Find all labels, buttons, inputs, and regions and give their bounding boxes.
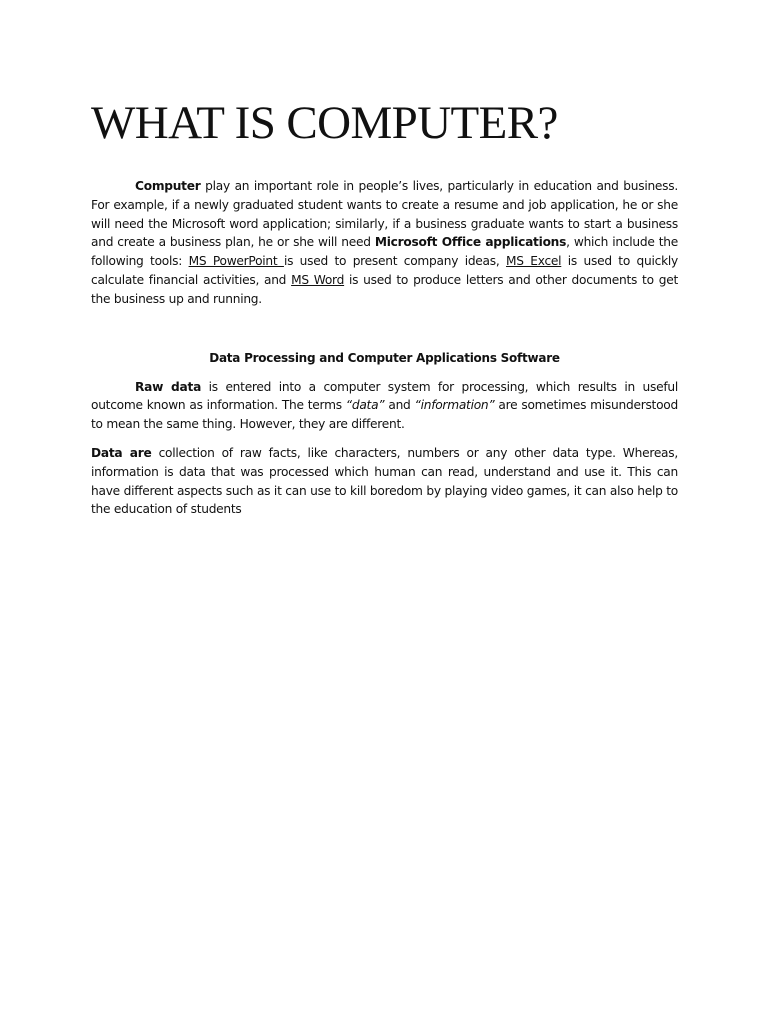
document-content xyxy=(91,96,678,519)
page-title: WHAT IS COMPUTER? xyxy=(91,97,558,149)
link-ms-powerpoint[interactable]: MS PowerPoint xyxy=(188,254,284,269)
link-ms-word[interactable]: MS Word xyxy=(291,272,345,287)
paragraph-text: , which include the following tools: xyxy=(91,235,678,269)
paragraph-lead-bold: Raw data xyxy=(135,379,202,394)
bold-phrase: Microsoft Office applications xyxy=(374,235,567,250)
paragraph-text: is used to present company ideas, xyxy=(283,254,506,269)
italic-term-information: “information” xyxy=(414,398,495,413)
paragraph-text: play an important role in people’s lives, particularly in education and business. For example, if a newly graduated student wants to create a resume and job application, he or she will need the Microsoft word application; similarly, if a business graduate wants to start a business and create a business plan, he or she will need xyxy=(91,179,678,250)
paragraph-raw-data xyxy=(91,378,678,434)
paragraph-lead-bold: Computer xyxy=(135,179,201,193)
paragraph-text: collection of raw facts, like characters, numbers or any other data type. Whereas, information is data that was processed which human can read, understand and use it. This can have different aspects such as it can use to kill boredom by playing video games, it can also help to the education of students xyxy=(91,445,679,517)
italic-term-data: “data” xyxy=(345,398,385,413)
paragraph-text: is entered into a computer system for processing, which results in useful outcome known as information. The terms xyxy=(91,379,678,413)
paragraph-data-are xyxy=(91,444,678,519)
paragraph-lead-bold: Data are xyxy=(91,445,152,460)
paragraph-text: is used to produce letters and other documents to get the business up and running. xyxy=(91,272,678,306)
section-heading: Data Processing and Computer Applications Software xyxy=(209,350,560,365)
paragraph-text: and xyxy=(384,398,415,413)
paragraph-text: is used to quickly calculate financial activities, and xyxy=(91,254,678,287)
link-ms-excel[interactable]: MS Excel xyxy=(506,254,562,269)
paragraph-computer xyxy=(91,177,678,309)
paragraph-text: are sometimes misunderstood to mean the same thing. However, they are different. xyxy=(91,398,678,432)
